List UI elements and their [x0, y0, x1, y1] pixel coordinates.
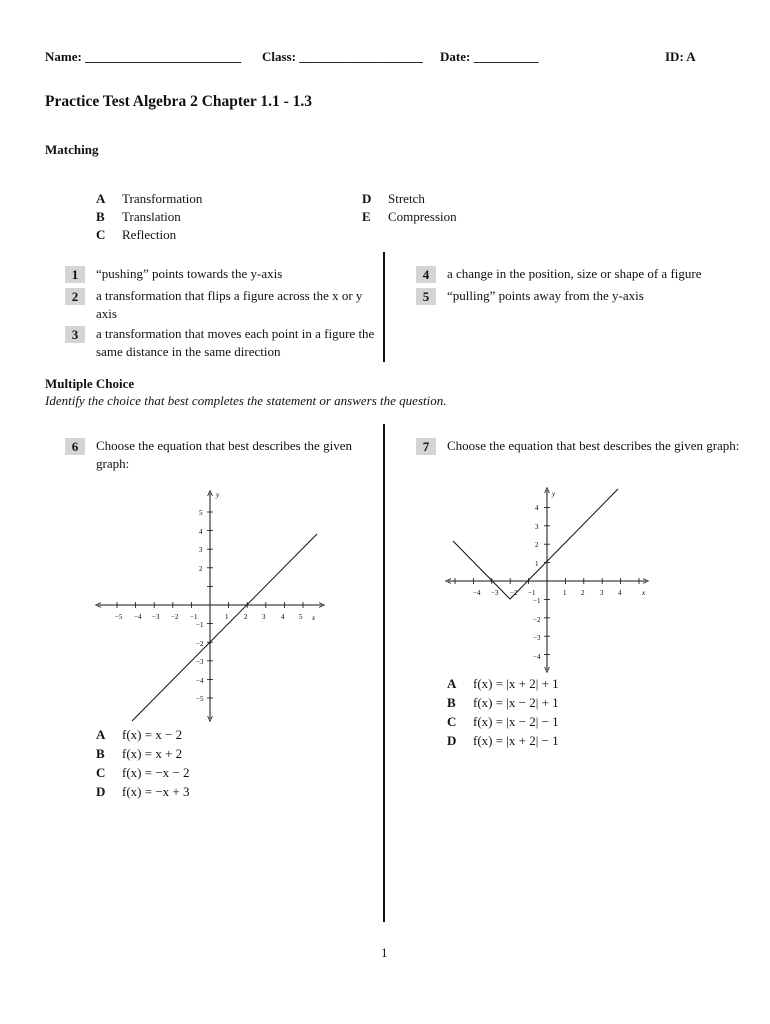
x-tick-label: 1 [563, 589, 567, 597]
x-tick-label: 4 [281, 613, 285, 621]
question-text-6: Choose the equation that best describes the given graph: [96, 438, 352, 471]
question-number-7: 7 [416, 438, 436, 455]
question-text-3: a transformation that moves each point in a figure the same distance in the same direction [96, 326, 375, 359]
x-axis-label: x [312, 614, 316, 622]
choice-equation: f(x) = |x + 2| + 1 [473, 676, 559, 691]
x-tick-label: 5 [299, 613, 303, 621]
question-text-7: Choose the equation that best describes the given graph: [447, 438, 740, 453]
question-number-1: 1 [65, 266, 85, 283]
x-tick-label: −1 [528, 589, 536, 597]
choice-6a[interactable] [96, 727, 182, 743]
choice-equation: f(x) = x + 2 [122, 746, 183, 761]
x-tick-label: −2 [510, 589, 518, 597]
page-title: Practice Test Algebra 2 Chapter 1.1 - 1.3 [45, 93, 313, 110]
choice-7b[interactable] [447, 695, 559, 711]
choice-equation: f(x) = |x − 2| + 1 [473, 695, 559, 710]
y-axis-label: y [216, 491, 220, 499]
matching-option-a [96, 191, 202, 207]
choice-7d[interactable] [447, 733, 559, 749]
x-tick-label: 3 [600, 589, 604, 597]
x-tick-label: −1 [190, 613, 198, 621]
matching-option-d [362, 191, 425, 207]
option-text: Stretch [388, 191, 425, 206]
x-tick-label: −3 [491, 589, 499, 597]
x-axis-label: x [642, 589, 646, 597]
y-tick-label: 5 [199, 509, 203, 517]
x-tick-label: 2 [244, 613, 248, 621]
question-text-2: a transformation that flips a figure across the x or y axis [96, 288, 363, 321]
name-field-label: Name: ________________________ [45, 49, 242, 64]
matching-option-b [96, 209, 181, 225]
option-text: Transformation [122, 191, 203, 206]
x-tick-label: 3 [262, 613, 266, 621]
y-tick-label: −2 [533, 616, 541, 624]
x-tick-label: −4 [473, 589, 481, 597]
page-number: 1 [381, 945, 388, 960]
x-tick-label: −3 [152, 613, 160, 621]
question-number-4: 4 [416, 266, 436, 283]
choice-letter: A [447, 676, 457, 691]
choice-letter: B [447, 695, 456, 710]
option-text: Compression [388, 209, 457, 224]
mc-column-divider [383, 424, 385, 922]
matching-option-c [96, 227, 176, 243]
option-text: Translation [122, 209, 181, 224]
choice-6c[interactable] [96, 765, 189, 781]
choice-equation: f(x) = x − 2 [122, 727, 183, 742]
choice-equation: f(x) = |x − 2| − 1 [473, 714, 559, 729]
choice-letter: D [447, 733, 457, 748]
y-tick-label: 3 [535, 523, 539, 531]
option-letter: E [362, 209, 371, 224]
question-text-5: “pulling” points away from the y-axis [447, 288, 644, 303]
instructions: Identify the choice that best completes the statement or answers the question. [45, 393, 447, 408]
class-field-label: Class: ___________________ [262, 49, 423, 64]
multiple-choice-heading: Multiple Choice [45, 376, 135, 391]
choice-6b[interactable] [96, 746, 182, 762]
function-line [132, 534, 317, 721]
question-number-3: 3 [65, 326, 85, 343]
x-tick-label: 2 [581, 589, 585, 597]
y-tick-label: −5 [196, 695, 204, 703]
y-tick-label: 2 [199, 565, 203, 573]
question-number-5: 5 [416, 288, 436, 305]
option-text: Reflection [122, 227, 177, 242]
graph-q7 [440, 484, 660, 674]
y-tick-label: 3 [199, 546, 203, 554]
y-tick-label: −3 [533, 634, 541, 642]
choice-equation: f(x) = −x + 3 [122, 784, 190, 799]
choice-letter: A [96, 727, 106, 742]
y-tick-label: 4 [199, 528, 203, 536]
y-tick-label: 2 [535, 541, 539, 549]
option-letter: C [96, 227, 106, 242]
option-letter: B [96, 209, 105, 224]
choice-equation: f(x) = |x + 2| − 1 [473, 733, 559, 748]
question-number-2: 2 [65, 288, 85, 305]
graph-q6 [90, 485, 330, 725]
id-label: ID: A [665, 49, 696, 64]
x-tick-label: −2 [171, 613, 179, 621]
choice-letter: D [96, 784, 106, 799]
y-tick-label: 4 [535, 504, 539, 512]
y-tick-label: −4 [533, 653, 541, 661]
choice-letter: C [447, 714, 457, 729]
option-letter: D [362, 191, 372, 206]
y-tick-label: −4 [196, 677, 204, 685]
choice-equation: f(x) = −x − 2 [122, 765, 190, 780]
x-tick-label: 1 [225, 613, 229, 621]
matching-option-e [362, 209, 457, 225]
choice-letter: C [96, 765, 106, 780]
choice-letter: B [96, 746, 105, 761]
choice-7a[interactable] [447, 676, 559, 692]
y-axis-label: y [552, 490, 556, 498]
question-text-1: “pushing” points towards the y-axis [96, 266, 283, 281]
choice-6d[interactable] [96, 784, 189, 800]
y-tick-label: −1 [196, 621, 204, 629]
date-field-label: Date: __________ [440, 49, 539, 64]
matching-column-divider [383, 252, 385, 362]
option-letter: A [96, 191, 106, 206]
y-tick-label: −1 [533, 597, 541, 605]
question-number-6: 6 [65, 438, 85, 455]
y-tick-label: −3 [196, 658, 204, 666]
x-tick-label: −4 [134, 613, 142, 621]
y-tick-label: 1 [535, 560, 539, 568]
y-tick-label: −2 [196, 640, 204, 648]
x-tick-label: 4 [618, 589, 622, 597]
choice-7c[interactable] [447, 714, 559, 730]
question-text-4: a change in the position, size or shape of a figure [447, 266, 702, 281]
x-tick-label: −5 [115, 613, 123, 621]
matching-heading: Matching [45, 142, 99, 157]
